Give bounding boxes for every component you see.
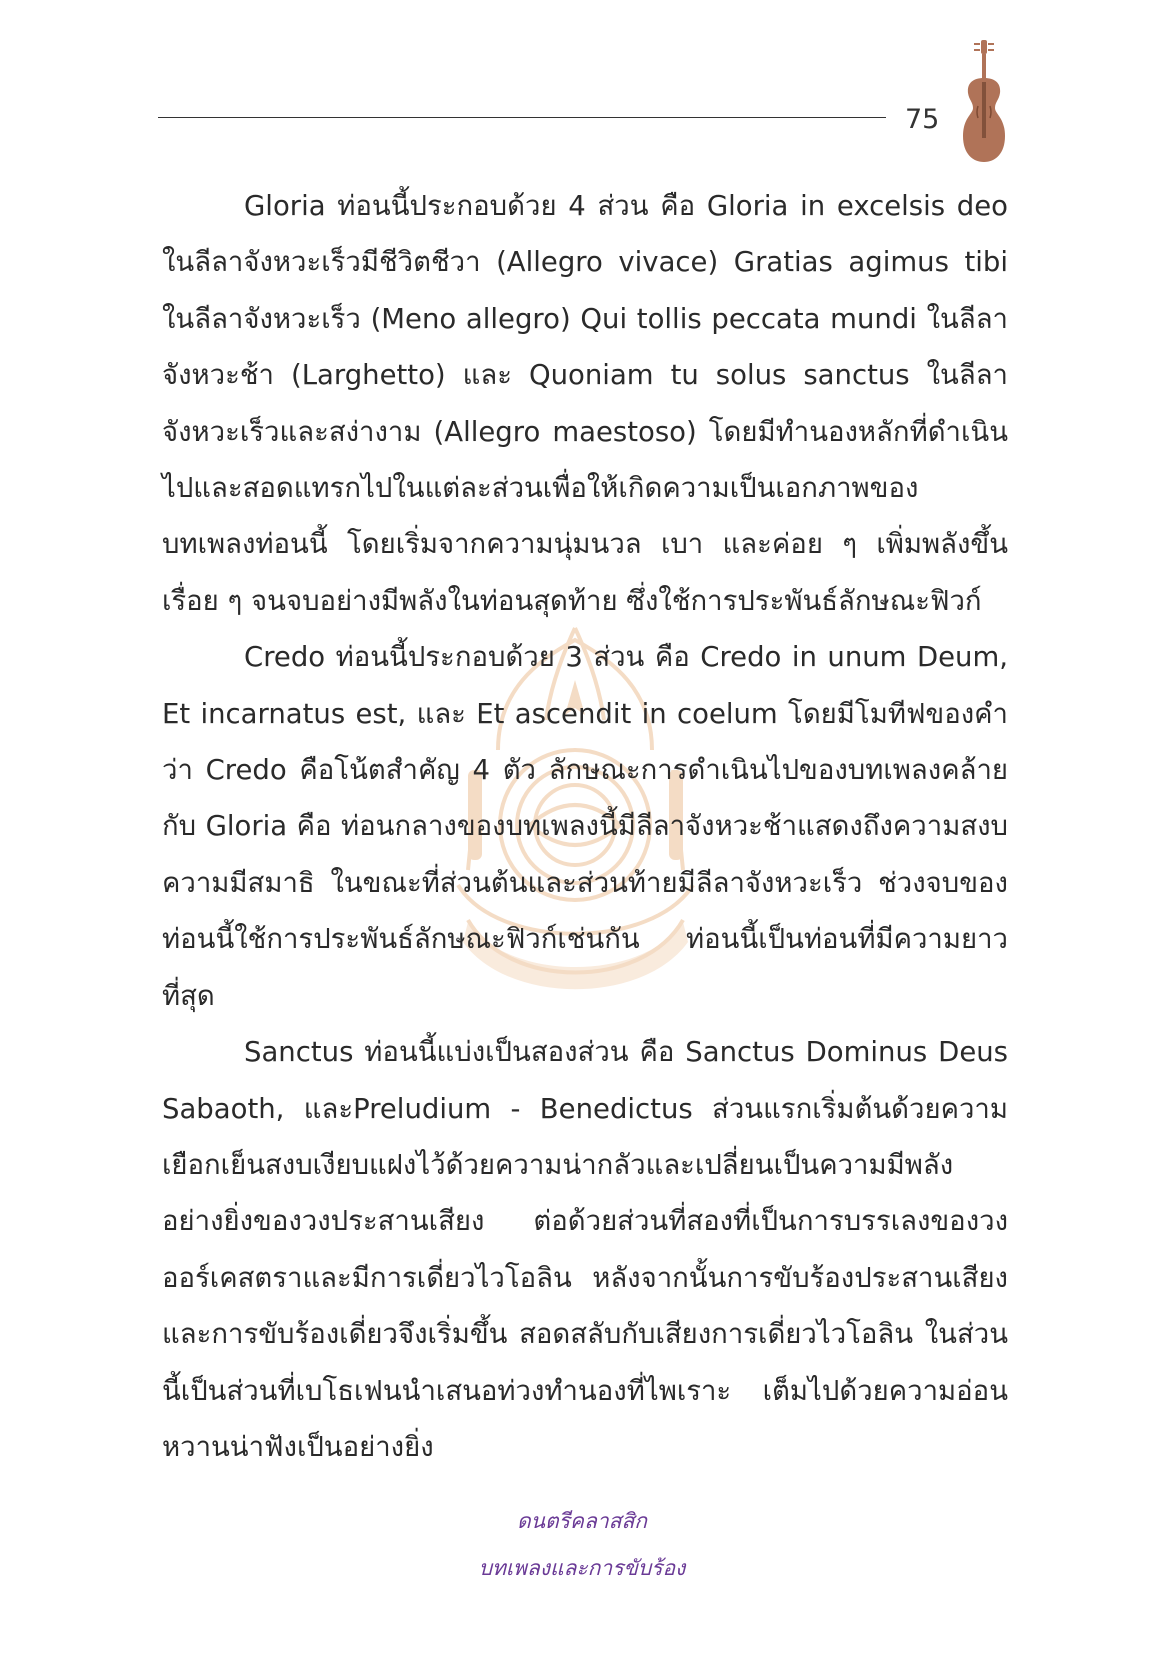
paragraph-credo: Credo ท่อนนี้ประกอบด้วย 3 ส่วน คือ Credo in unum Deum, Et incarnatus est, และ Et ascendit in coelum โดยมีโมทีฟของคำว่า Credo คือโน้ตสำคัญ 4 ตัว ลักษณะการดำเนินไปของบทเพลงคล้ายกับ Gloria คือ ท่อนกลางของบทเพลงนี้มีลีลาจังหวะช้าแสดงถึงความสงบ ความมีสมาธิ ในขณะที่ส่วนต้นและส่วนท้ายมีลีลาจังหวะเร็ว ช่วงจบของท่อนนี้ใช้การประพันธ์ลักษณะฟิวก์เช่นกัน ท่อนนี้เป็นท่อนที่มีความยาวที่สุด	[162, 641, 1008, 1012]
violin-icon	[958, 38, 1010, 164]
paragraph-sanctus: Sanctus ท่อนนี้แบ่งเป็นสองส่วน คือ Sanctus Dominus Deus Sabaoth, และPreludium - Benedictus ส่วนแรกเริ่มต้นด้วยความเยือกเย็นสงบเงียบแฝงไว้ด้วยความน่ากลัวและเปลี่ยนเป็นความมีพลังอย่างยิ่งของวงประสานเสียง ต่อด้วยส่วนที่สองที่เป็นการบรรเลงของวงออร์เคสตราและมีการเดี่ยวไวโอลิน หลังจากนั้นการขับร้องประสานเสียงและการขับร้องเดี่ยวจึงเริ่มขึ้น สอดสลับกับเสียงการเดี่ยวไวโอลิน ในส่วนนี้เป็นส่วนที่เบโธเฟนนำเสนอท่วงทำนองที่ไพเราะ เต็มไปด้วยความอ่อนหวานน่าฟังเป็นอย่างยิ่ง	[162, 1036, 1008, 1463]
page-number: 75	[905, 104, 940, 135]
body-text	[162, 178, 1008, 1475]
header-rule	[158, 117, 886, 118]
paragraph-gloria: Gloria ท่อนนี้ประกอบด้วย 4 ส่วน คือ Gloria in excelsis deo ในลีลาจังหวะเร็วมีชีวิตชีวา (Allegro vivace) Gratias agimus tibi ในลีลาจังหวะเร็ว (Meno allegro) Qui tollis peccata mundi ในลีลาจังหวะช้า (Larghetto) และ Quoniam tu solus sanctus ในลีลาจังหวะเร็วและสง่างาม (Allegro maestoso) โดยมีทำนองหลักที่ดำเนินไปและสอดแทรกไปในแต่ละส่วนเพื่อให้เกิดความเป็นเอกภาพของบทเพลงท่อนนี้ โดยเริ่มจากความนุ่มนวล เบา และค่อย ๆ เพิ่มพลังขึ้นเรื่อย ๆ จนจบอย่างมีพลังในท่อนสุดท้าย ซึ่งใช้การประพันธ์ลักษณะฟิวก์	[162, 190, 1008, 617]
footer-book-subtitle: บทเพลงและการขับร้อง	[478, 1556, 686, 1580]
footer-book-title: ดนตรีคลาสสิก	[517, 1509, 647, 1533]
